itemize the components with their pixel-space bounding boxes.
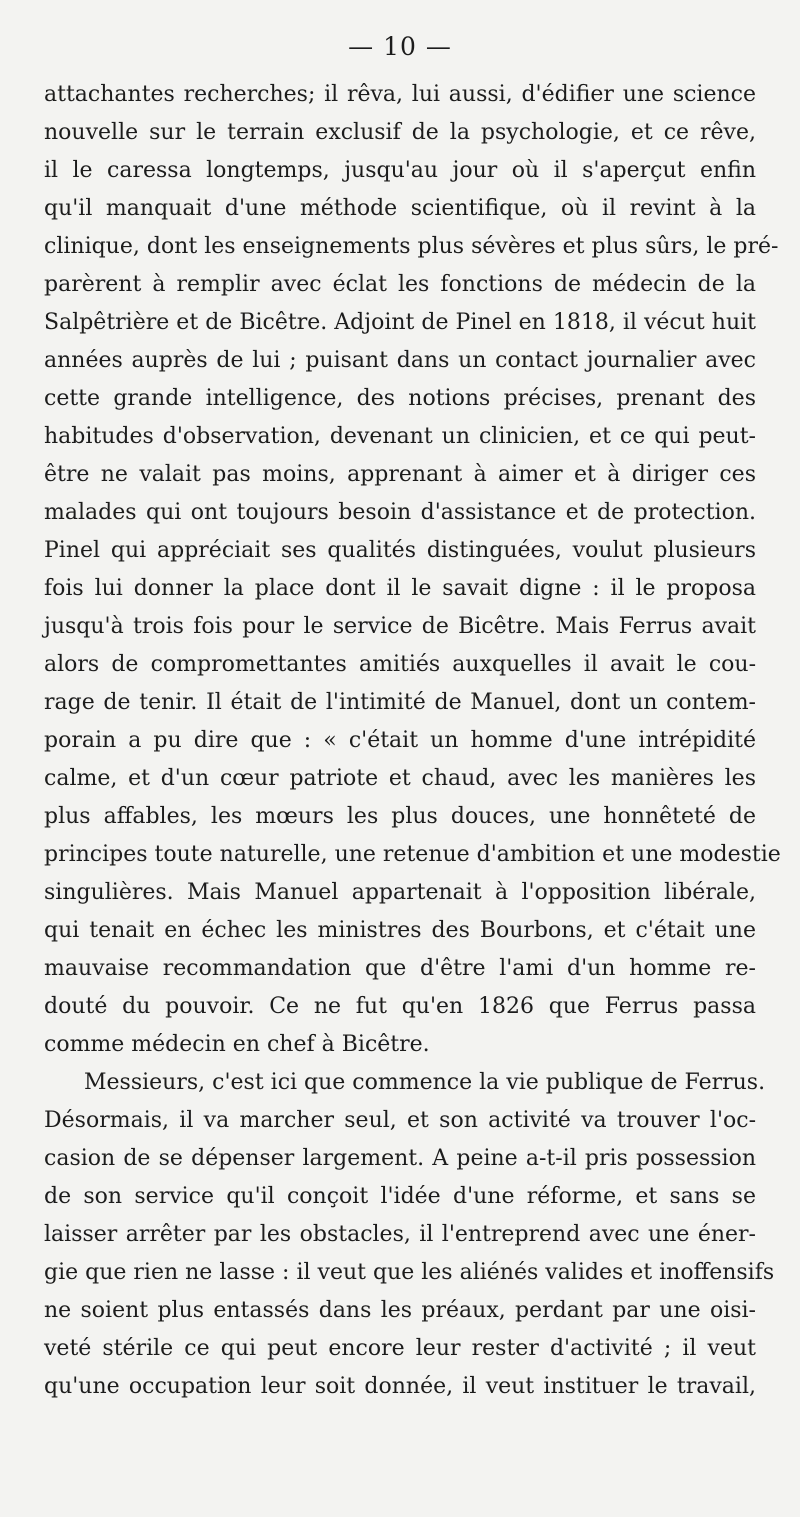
text-line: fois lui donner la place dont il le savait digne : il le proposa	[44, 576, 756, 601]
text-line: douté du pouvoir. Ce ne fut qu'en 1826 que Ferrus passa	[44, 994, 756, 1019]
paragraph-2	[44, 1064, 775, 1406]
text-line: malades qui ont toujours besoin d'assistance et de protection.	[44, 500, 756, 525]
text-line: habitudes d'observation, devenant un clinicien, et ce qui peut-	[44, 424, 756, 449]
text-line: Salpêtrière et de Bicêtre. Adjoint de Pinel en 1818, il vécut huit	[44, 310, 756, 335]
text-line: principes toute naturelle, une retenue d'ambition et une modestie	[44, 842, 781, 867]
text-line: Messieurs, c'est ici que commence la vie publique de Ferrus.	[84, 1070, 766, 1095]
text-line: ne soient plus entassés dans les préaux, perdant par une oisi-	[44, 1298, 756, 1323]
text-line: attachantes recherches; il rêva, lui aussi, d'édifier une science	[44, 82, 756, 107]
text-line: calme, et d'un cœur patriote et chaud, avec les manières les	[44, 766, 756, 791]
text-line: cette grande intelligence, des notions précises, prenant des	[44, 386, 756, 411]
text-line: qui tenait en échec les ministres des Bourbons, et c'était une	[44, 918, 756, 943]
text-line: nouvelle sur le terrain exclusif de la psychologie, et ce rêve,	[44, 120, 756, 145]
text-line: gie que rien ne lasse : il veut que les aliénés valides et inoffensifs	[44, 1260, 775, 1285]
text-line: Désormais, il va marcher seul, et son activité va trouver l'oc-	[44, 1108, 756, 1133]
paragraph-1	[44, 76, 781, 1064]
text-line: jusqu'à trois fois pour le service de Bicêtre. Mais Ferrus avait	[44, 614, 756, 639]
text-line: veté stérile ce qui peut encore leur rester d'activité ; il veut	[44, 1336, 756, 1361]
text-line: être ne valait pas moins, apprenant à aimer et à diriger ces	[44, 462, 756, 487]
text-line: laisser arrêter par les obstacles, il l'entreprend avec une éner-	[44, 1222, 756, 1247]
text-line: rage de tenir. Il était de l'intimité de Manuel, dont un contem-	[44, 690, 756, 715]
text-line: casion de se dépenser largement. A peine a-t-il pris possession	[44, 1146, 756, 1171]
text-line: Pinel qui appréciait ses qualités distinguées, voulut plusieurs	[44, 538, 756, 563]
text-line: singulières. Mais Manuel appartenait à l'opposition libérale,	[44, 880, 756, 905]
text-line: qu'il manquait d'une méthode scientifique, où il revint à la	[44, 196, 756, 221]
text-line: de son service qu'il conçoit l'idée d'une réforme, et sans se	[44, 1184, 756, 1209]
text-line: comme médecin en chef à Bicêtre.	[44, 1032, 430, 1057]
text-line: mauvaise recommandation que d'être l'ami d'un homme re-	[44, 956, 756, 981]
text-line: alors de compromettantes amitiés auxquelles il avait le cou-	[44, 652, 756, 677]
text-line: années auprès de lui ; puisant dans un contact journalier avec	[44, 348, 756, 373]
text-line: parèrent à remplir avec éclat les fonctions de médecin de la	[44, 272, 756, 297]
page-body	[44, 76, 781, 1406]
text-line: qu'une occupation leur soit donnée, il veut instituer le travail,	[44, 1374, 756, 1399]
page-number: — 10 —	[348, 32, 452, 61]
text-line: clinique, dont les enseignements plus sévères et plus sûrs, le pré-	[44, 234, 779, 259]
text-line: il le caressa longtemps, jusqu'au jour où il s'aperçut enfin	[44, 158, 756, 183]
text-line: porain a pu dire que : « c'était un homme d'une intrépidité	[44, 728, 756, 753]
text-line: plus affables, les mœurs les plus douces, une honnêteté de	[44, 804, 756, 829]
